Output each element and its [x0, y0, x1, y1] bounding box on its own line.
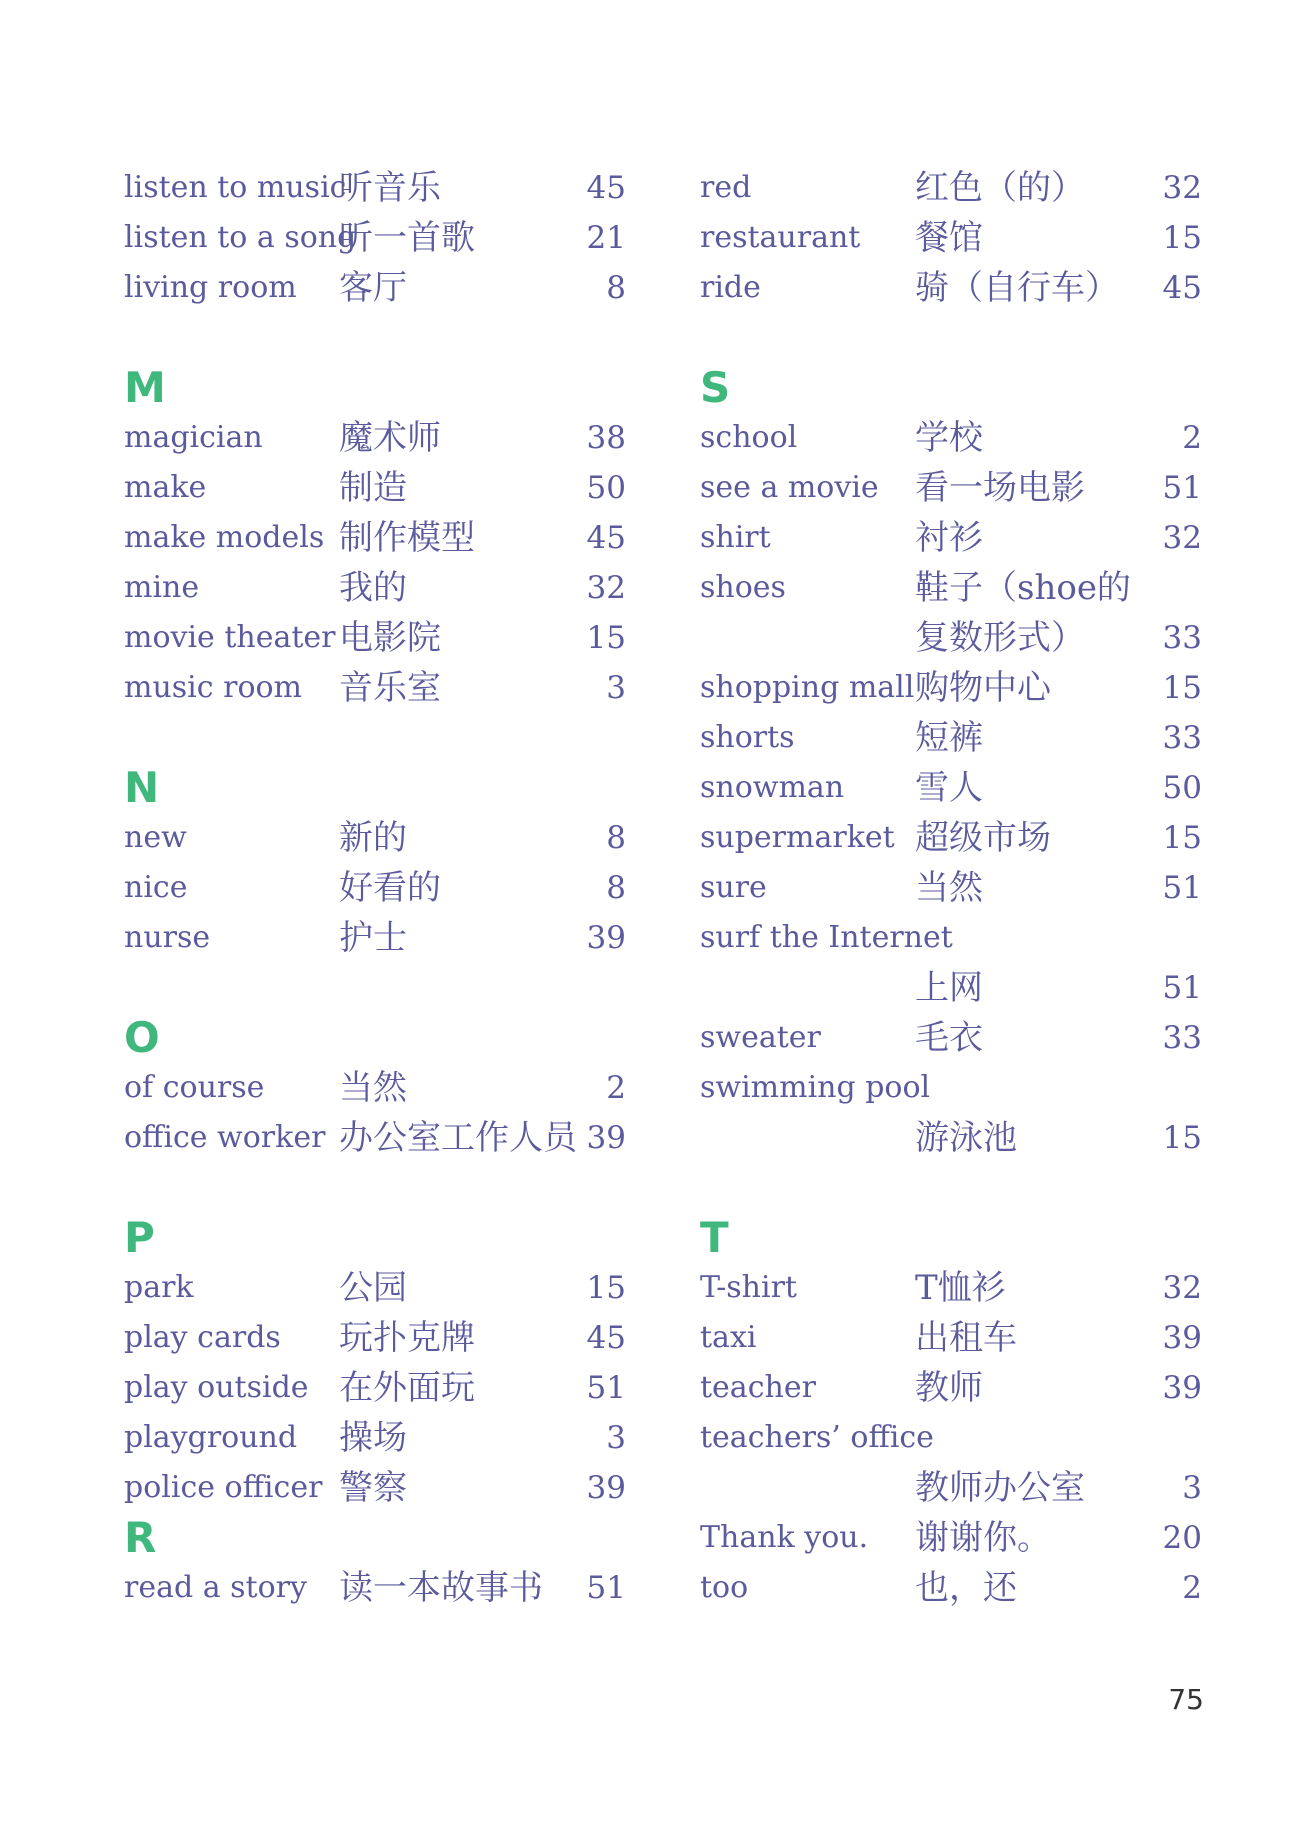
- chinese-translation: 魔术师: [339, 418, 441, 458]
- glossary-entry: [700, 463, 1202, 513]
- chinese-translation: 客厅: [339, 268, 407, 308]
- english-term: mine: [124, 570, 200, 605]
- chinese-translation: 电影院: [339, 618, 441, 658]
- glossary-entry: [700, 913, 1202, 963]
- page-reference: 21: [586, 220, 626, 256]
- glossary-entry: [124, 563, 626, 613]
- glossary-entry: [700, 1263, 1202, 1313]
- chinese-translation: 护士: [339, 918, 407, 958]
- section-letter: S: [700, 363, 731, 412]
- page-reference: 50: [586, 470, 626, 506]
- page-reference: 32: [1162, 1270, 1202, 1306]
- english-term: listen to music: [124, 170, 347, 205]
- english-term: park: [124, 1270, 194, 1305]
- chinese-translation: 红色（的）: [915, 168, 1085, 208]
- glossary-entry: [124, 413, 626, 463]
- chinese-translation: 读一本故事书: [339, 1568, 543, 1608]
- glossary-entry: [700, 663, 1202, 713]
- section-letter-r: [124, 1513, 626, 1563]
- chinese-translation: 短裤: [915, 718, 983, 758]
- chinese-translation: 警察: [339, 1468, 407, 1508]
- english-term: of course: [124, 1070, 265, 1105]
- chinese-translation: 制作模型: [339, 518, 475, 558]
- page-reference: 3: [1182, 1470, 1202, 1506]
- chinese-translation: T恤衫: [915, 1268, 1006, 1308]
- page-reference: 51: [1162, 870, 1202, 906]
- english-term: snowman: [700, 770, 845, 805]
- glossary-entry: [124, 1113, 626, 1163]
- page-reference: 15: [1162, 1120, 1202, 1156]
- glossary-entry: [700, 1363, 1202, 1413]
- glossary-entry: [700, 263, 1202, 313]
- english-term: teachers’ office: [700, 1420, 934, 1455]
- section-letter: O: [124, 1013, 160, 1062]
- english-term: living room: [124, 270, 297, 305]
- page-reference: 33: [1162, 620, 1202, 656]
- page-reference: 32: [1162, 520, 1202, 556]
- chinese-translation: 毛衣: [915, 1018, 983, 1058]
- english-term: shoes: [700, 570, 786, 605]
- page-reference: 2: [606, 1070, 626, 1106]
- chinese-translation: 超级市场: [915, 818, 1051, 858]
- glossary-entry: [124, 1463, 626, 1513]
- glossary-entry: [124, 913, 626, 963]
- chinese-translation: 公园: [339, 1268, 407, 1308]
- glossary-entry: [124, 813, 626, 863]
- chinese-translation: 衬衫: [915, 518, 983, 558]
- chinese-translation: 玩扑克牌: [339, 1318, 475, 1358]
- glossary-entry: [700, 1063, 1202, 1113]
- page-reference: 39: [1162, 1320, 1202, 1356]
- english-term: play cards: [124, 1320, 281, 1355]
- glossary-entry: [700, 863, 1202, 913]
- glossary-entry: [700, 813, 1202, 863]
- chinese-translation: 在外面玩: [339, 1368, 475, 1408]
- chinese-translation: 当然: [339, 1068, 407, 1108]
- glossary-entry: [700, 1563, 1202, 1613]
- glossary-entry: [124, 463, 626, 513]
- chinese-translation: 餐馆: [915, 218, 983, 258]
- page-reference: 45: [586, 1320, 626, 1356]
- english-term: school: [700, 420, 798, 455]
- english-term: supermarket: [700, 820, 895, 855]
- page-reference: 51: [586, 1370, 626, 1406]
- page-reference: 39: [1162, 1370, 1202, 1406]
- glossary-entry: [700, 1313, 1202, 1363]
- glossary-entry: [700, 713, 1202, 763]
- page-reference: 45: [586, 520, 626, 556]
- glossary-entry: [700, 1513, 1202, 1563]
- english-term: shirt: [700, 520, 771, 555]
- chinese-translation: 办公室工作人员: [339, 1118, 577, 1158]
- glossary-entry: [124, 613, 626, 663]
- english-term: sure: [700, 870, 767, 905]
- page-reference: 38: [586, 420, 626, 456]
- page-reference: 15: [1162, 670, 1202, 706]
- english-term: nurse: [124, 920, 211, 955]
- english-term: music room: [124, 670, 303, 705]
- glossary-entry: [700, 1013, 1202, 1063]
- english-term: play outside: [124, 1370, 309, 1405]
- section-letter: T: [700, 1213, 729, 1262]
- chinese-translation: 上网: [915, 968, 983, 1008]
- english-term: ride: [700, 270, 761, 305]
- page-reference: 20: [1162, 1520, 1202, 1556]
- english-term: shorts: [700, 720, 795, 755]
- chinese-translation: 当然: [915, 868, 983, 908]
- english-term: make: [124, 470, 207, 505]
- glossary-entry: [124, 1263, 626, 1313]
- page-reference: 15: [586, 1270, 626, 1306]
- section-letter-m: [124, 363, 626, 413]
- section-letter: M: [124, 363, 166, 412]
- english-term: magician: [124, 420, 263, 455]
- english-term: red: [700, 170, 752, 205]
- glossary-entry: [124, 213, 626, 263]
- page-reference: 33: [1162, 720, 1202, 756]
- glossary-entry: [124, 663, 626, 713]
- page-reference: 51: [586, 1570, 626, 1606]
- glossary-entry: [124, 263, 626, 313]
- english-term: surf the Internet: [700, 920, 953, 955]
- english-term: office worker: [124, 1120, 326, 1155]
- page-reference: 8: [606, 270, 626, 306]
- section-letter: N: [124, 763, 160, 812]
- section-letter-p: [124, 1213, 626, 1263]
- page-reference: 32: [586, 570, 626, 606]
- section-letter-n: [124, 763, 626, 813]
- chinese-translation: 制造: [339, 468, 407, 508]
- english-term: see a movie: [700, 470, 879, 505]
- english-term: make models: [124, 520, 325, 555]
- glossary-entry: [124, 1413, 626, 1463]
- glossary-entry: [700, 763, 1202, 813]
- page-reference: 45: [586, 170, 626, 206]
- chinese-translation: 音乐室: [339, 668, 441, 708]
- glossary-entry: [124, 163, 626, 213]
- english-term: sweater: [700, 1020, 821, 1055]
- chinese-translation: 也，还: [915, 1568, 1017, 1608]
- english-term: swimming pool: [700, 1070, 931, 1105]
- page-reference: 51: [1162, 470, 1202, 506]
- chinese-translation: 谢谢你。: [915, 1518, 1051, 1558]
- chinese-translation: 听一首歌: [339, 218, 475, 258]
- page-reference: 3: [606, 670, 626, 706]
- page-reference: 15: [586, 620, 626, 656]
- english-term: Thank you.: [700, 1520, 869, 1555]
- page-reference: 39: [586, 1470, 626, 1506]
- english-term: read a story: [124, 1570, 307, 1605]
- page-reference: 45: [1162, 270, 1202, 306]
- glossary-entry: [124, 1563, 626, 1613]
- english-term: shopping mall: [700, 670, 915, 705]
- english-term: police officer: [124, 1470, 323, 1505]
- page-number: 75: [1168, 1683, 1204, 1716]
- glossary-entry: [700, 1113, 1202, 1163]
- glossary-entry: [700, 163, 1202, 213]
- section-letter-s: [700, 363, 1202, 413]
- chinese-translation: 操场: [339, 1418, 407, 1458]
- page-reference: 50: [1162, 770, 1202, 806]
- glossary-entry: [124, 1313, 626, 1363]
- glossary-entry: [700, 413, 1202, 463]
- page-reference: 39: [586, 1120, 626, 1156]
- english-term: playground: [124, 1420, 298, 1455]
- page-reference: 15: [1162, 820, 1202, 856]
- page-reference: 15: [1162, 220, 1202, 256]
- page-reference: 2: [1182, 420, 1202, 456]
- chinese-translation: 游泳池: [915, 1118, 1017, 1158]
- chinese-translation: 新的: [339, 818, 407, 858]
- chinese-translation: 教师办公室: [915, 1468, 1085, 1508]
- section-letter-t: [700, 1213, 1202, 1263]
- page-reference: 8: [606, 870, 626, 906]
- glossary-entry: [124, 513, 626, 563]
- glossary-entry: [700, 513, 1202, 563]
- english-term: movie theater: [124, 620, 336, 655]
- glossary-entry: [700, 613, 1202, 663]
- section-letter: R: [124, 1513, 157, 1562]
- chinese-translation: 骑（自行车）: [915, 268, 1119, 308]
- glossary-entry: [700, 1463, 1202, 1513]
- glossary-entry: [124, 1363, 626, 1413]
- chinese-translation: 教师: [915, 1368, 983, 1408]
- chinese-translation: 雪人: [915, 768, 983, 808]
- page-reference: 51: [1162, 970, 1202, 1006]
- glossary-entry: [700, 963, 1202, 1013]
- section-letter: P: [124, 1213, 155, 1262]
- glossary-entry: [700, 213, 1202, 263]
- glossary-entry: [700, 563, 1202, 613]
- chinese-translation: 学校: [915, 418, 983, 458]
- english-term: listen to a song: [124, 220, 357, 255]
- chinese-translation: 听音乐: [339, 168, 441, 208]
- english-term: nice: [124, 870, 188, 905]
- page-reference: 33: [1162, 1020, 1202, 1056]
- glossary-entry: [700, 1413, 1202, 1463]
- english-term: teacher: [700, 1370, 816, 1405]
- page-reference: 3: [606, 1420, 626, 1456]
- chinese-translation: 复数形式）: [915, 618, 1085, 658]
- english-term: new: [124, 820, 187, 855]
- english-term: T-shirt: [700, 1270, 797, 1305]
- english-term: too: [700, 1570, 749, 1605]
- chinese-translation: 出租车: [915, 1318, 1017, 1358]
- page-reference: 39: [586, 920, 626, 956]
- english-term: taxi: [700, 1320, 757, 1355]
- glossary-entry: [124, 863, 626, 913]
- page-reference: 8: [606, 820, 626, 856]
- chinese-translation: 好看的: [339, 868, 441, 908]
- chinese-translation: 购物中心: [915, 668, 1051, 708]
- section-letter-o: [124, 1013, 626, 1063]
- chinese-translation: 我的: [339, 568, 407, 608]
- glossary-entry: [124, 1063, 626, 1113]
- chinese-translation: 鞋子（shoe的: [915, 568, 1131, 608]
- page-reference: 2: [1182, 1570, 1202, 1606]
- english-term: restaurant: [700, 220, 861, 255]
- page-reference: 32: [1162, 170, 1202, 206]
- chinese-translation: 看一场电影: [915, 468, 1085, 508]
